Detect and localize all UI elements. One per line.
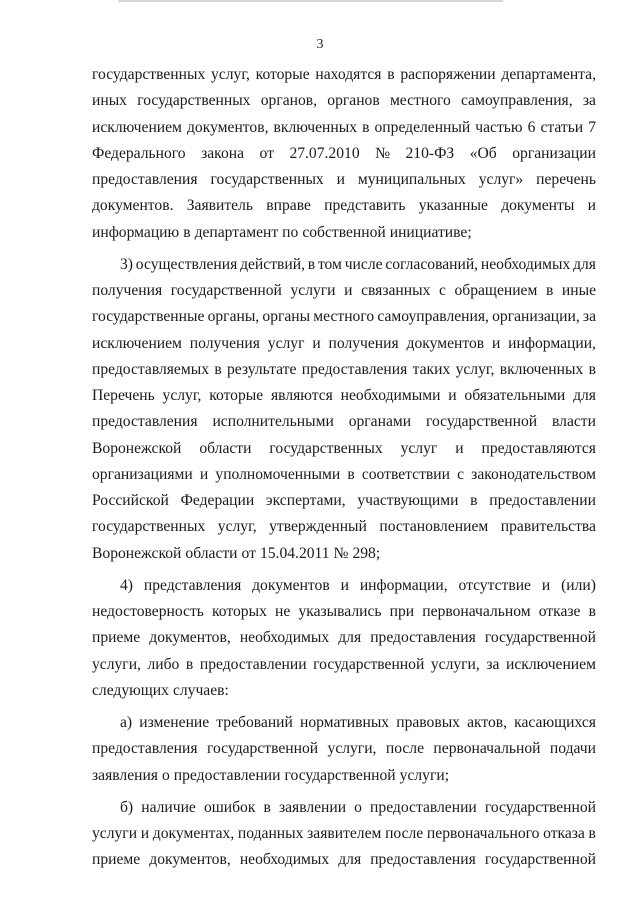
word: 7 <box>588 118 596 136</box>
text-line <box>92 193 596 219</box>
word: государственной <box>206 740 319 758</box>
word: в <box>263 798 271 816</box>
word: департамент <box>194 223 279 241</box>
word: документов, <box>149 851 231 869</box>
word: таких <box>412 360 451 378</box>
paragraph <box>92 252 596 567</box>
word: статьи <box>540 118 584 136</box>
word: государственной <box>484 798 596 816</box>
word: информации, <box>508 334 596 352</box>
word: за <box>582 92 596 110</box>
word: получения <box>328 334 399 352</box>
word: осуществления <box>135 255 238 273</box>
word: документов, <box>149 629 231 647</box>
text-line <box>92 220 596 246</box>
text-line <box>92 62 596 88</box>
word: государственных <box>92 518 206 536</box>
word: информацию <box>92 223 180 241</box>
word: находятся <box>315 66 382 83</box>
word: собственной <box>302 223 386 241</box>
word: необходимых <box>239 629 330 647</box>
word: организациями <box>92 465 193 483</box>
word: и <box>448 387 457 404</box>
word: документах, <box>152 825 235 842</box>
word: услуг, <box>211 66 250 83</box>
word: Заявитель <box>186 197 253 215</box>
word: в <box>183 223 191 241</box>
text-line <box>92 331 596 357</box>
word: с <box>438 282 446 299</box>
word: первоначальном <box>422 603 531 620</box>
word: предоставления <box>92 171 198 188</box>
word: государственной <box>170 282 282 299</box>
word: 15.04.2011 <box>259 544 330 562</box>
word: за <box>582 308 596 326</box>
text-line <box>92 409 596 435</box>
word: нормативных <box>299 714 390 731</box>
word: 3) <box>120 255 133 273</box>
word: первоначальной <box>433 740 541 758</box>
word: самоуправления, <box>377 308 489 326</box>
word: документов <box>252 576 330 594</box>
word: необходимыми <box>340 387 441 404</box>
text-line <box>92 599 596 625</box>
word: а) <box>120 714 133 731</box>
word: иные <box>561 282 596 299</box>
word: услуги <box>92 825 138 842</box>
word: предоставлении <box>489 492 596 509</box>
text-line <box>92 436 596 462</box>
text-line <box>92 141 596 167</box>
word: государственных <box>269 439 383 457</box>
word: услуг <box>267 334 305 352</box>
word: предоставления <box>92 413 198 431</box>
word: предоставлении <box>199 655 307 673</box>
word: постановлением <box>379 518 489 536</box>
word: для <box>338 629 362 647</box>
word: документы <box>501 197 575 215</box>
word: предоставлении <box>370 798 477 816</box>
word: 6 <box>527 118 536 136</box>
word: документов. <box>92 197 174 215</box>
word: действий, <box>240 255 305 273</box>
word: области <box>185 544 238 562</box>
text-line <box>92 514 596 540</box>
word: услуги, <box>327 740 377 758</box>
word: приеме <box>92 851 141 869</box>
word: и <box>312 334 321 352</box>
word: с <box>457 465 465 483</box>
document-body <box>92 62 596 874</box>
word: в <box>470 492 478 509</box>
word: наличие <box>141 798 196 816</box>
word: определенный <box>374 118 471 136</box>
word: Воронежской <box>92 439 182 457</box>
text-line <box>92 278 596 304</box>
word: обращением <box>454 282 538 299</box>
word: и <box>587 197 596 215</box>
word: области <box>199 439 252 457</box>
word: необходимых <box>239 851 330 869</box>
word: результате <box>227 360 297 378</box>
word: числе <box>344 255 383 273</box>
word: № <box>375 144 390 162</box>
word: либо <box>147 655 180 673</box>
text-line <box>92 678 596 704</box>
word: предоставления <box>370 629 476 647</box>
text-line <box>92 115 596 141</box>
word: от <box>259 144 274 162</box>
paragraph <box>92 62 596 246</box>
word: органы <box>262 308 311 326</box>
word: и <box>491 334 501 352</box>
word: и <box>344 282 353 299</box>
word: в <box>347 465 355 483</box>
word: законодательством <box>471 465 596 483</box>
word: (или) <box>561 576 596 594</box>
word: государственной <box>484 629 596 647</box>
word: и <box>541 576 551 594</box>
word: приеме <box>92 629 141 647</box>
word: для <box>573 255 596 273</box>
word: муниципальных <box>357 171 466 188</box>
word: предоставляемых <box>92 360 209 378</box>
text-line <box>92 357 596 383</box>
text-line <box>92 167 596 193</box>
word: для <box>338 851 362 869</box>
word: недостоверность <box>92 603 204 620</box>
word: частью <box>475 118 523 136</box>
word: необходимых <box>480 255 571 273</box>
word: организации, <box>492 308 580 326</box>
word: исключением <box>506 655 596 673</box>
word: «Об <box>469 144 497 162</box>
word: услуги; <box>399 766 450 784</box>
word: услуг, <box>162 387 202 404</box>
word: после <box>385 740 425 758</box>
word: от <box>241 544 256 562</box>
word: услуги, <box>92 655 141 673</box>
word: правовых <box>396 714 460 731</box>
word: предоставления <box>370 851 476 869</box>
word: и <box>336 171 345 188</box>
word: государственной <box>284 766 396 784</box>
word: услуг, <box>217 518 257 536</box>
word: и <box>199 465 209 483</box>
word: № <box>333 544 349 562</box>
text-line <box>92 304 596 330</box>
word: 4) <box>120 576 133 594</box>
word: государственные <box>92 308 205 326</box>
word: заявлении <box>278 798 347 816</box>
word: Федерации <box>180 492 255 509</box>
word: в <box>588 603 596 620</box>
word: в <box>307 255 316 273</box>
word: том <box>317 255 342 273</box>
word: следующих <box>92 681 169 699</box>
word: связанных <box>361 282 431 299</box>
word: органами <box>348 413 412 431</box>
word: после <box>385 825 424 842</box>
text-line <box>92 462 596 488</box>
text-line <box>92 652 596 678</box>
word: за <box>486 655 500 673</box>
text-line <box>92 252 596 278</box>
word: которых <box>212 603 267 620</box>
word: указывались <box>298 603 382 620</box>
text-line <box>92 625 596 651</box>
word: документов, <box>186 118 269 136</box>
word: органов, <box>260 92 318 110</box>
word: экспертами, <box>265 492 346 509</box>
word: 210-ФЗ <box>405 144 455 162</box>
word: подачи <box>549 740 596 758</box>
word: документов <box>406 334 485 352</box>
word: получения <box>92 282 163 299</box>
text-line <box>92 763 596 789</box>
word: отсутствие <box>458 576 531 594</box>
word: представления <box>143 576 242 594</box>
word: местного <box>313 308 375 326</box>
word: исполнительными <box>212 413 334 431</box>
word: Федерального <box>92 144 186 162</box>
word: первоначального <box>426 825 540 842</box>
text-line <box>92 821 596 847</box>
word: государственных <box>92 66 206 83</box>
word: требований <box>216 714 293 731</box>
word: в <box>185 655 194 673</box>
text-line <box>92 573 596 599</box>
word: правительства <box>500 518 596 536</box>
word: соответствии <box>361 465 450 483</box>
word: государственной <box>484 851 596 869</box>
text-line <box>92 88 596 114</box>
word: предоставления <box>92 740 198 758</box>
word: департамента, <box>501 66 596 83</box>
word: организации <box>512 144 596 162</box>
word: и <box>455 439 464 457</box>
word: самоуправления, <box>461 92 573 110</box>
word: органов <box>327 92 380 110</box>
text-line <box>92 710 596 736</box>
word: Российской <box>92 492 169 509</box>
word: изменение <box>139 714 210 731</box>
paragraph <box>92 795 596 874</box>
word: участвующими <box>357 492 459 509</box>
word: местного <box>389 92 451 110</box>
word: отказе <box>538 603 581 620</box>
text-line <box>92 736 596 762</box>
word: включенных <box>499 360 584 378</box>
word: б) <box>120 798 134 816</box>
text-line <box>92 795 596 821</box>
word: Воронежской <box>92 544 182 562</box>
text-line <box>92 541 596 567</box>
word: иных <box>92 92 127 110</box>
word: не <box>275 603 291 620</box>
word: услуги, <box>430 655 480 673</box>
word: государственных <box>137 92 251 110</box>
word: утвержденный <box>269 518 367 536</box>
word: в <box>214 360 222 378</box>
word: ошибок <box>203 798 256 816</box>
word: вправе <box>266 197 311 215</box>
word: распоряжении <box>400 66 496 83</box>
word: обязательными <box>464 387 566 404</box>
word: поданных <box>237 825 304 842</box>
word: отказа <box>543 825 585 842</box>
word: 298; <box>352 544 381 562</box>
word: предоставления <box>301 360 408 378</box>
word: предоставлении <box>173 766 281 784</box>
word: Перечень <box>92 387 155 404</box>
page-number: 3 <box>316 37 324 52</box>
word: о <box>161 766 170 784</box>
text-line <box>92 488 596 514</box>
word: заявления <box>92 766 158 784</box>
word: случаев: <box>172 681 229 699</box>
word: при <box>389 603 415 620</box>
word: представить <box>324 197 406 215</box>
page-top-edge <box>118 0 503 2</box>
word: включенных <box>273 118 358 136</box>
word: являются <box>271 387 333 404</box>
word: согласований, <box>385 255 479 273</box>
word: услуг, <box>455 360 495 378</box>
word: в <box>545 282 554 299</box>
word: услуг» <box>478 171 524 188</box>
word: государственных <box>210 171 324 188</box>
paragraph <box>92 710 596 789</box>
word: касающихся <box>514 714 596 731</box>
word: перечень <box>536 171 596 188</box>
word: актов, <box>467 714 508 731</box>
word: власти <box>552 413 596 431</box>
word: исключением <box>92 118 182 136</box>
word: по <box>282 223 299 241</box>
word: для <box>573 387 596 404</box>
word: информации, <box>359 576 448 594</box>
word: в <box>588 825 596 842</box>
word: заявителем <box>307 825 382 842</box>
word: о <box>354 798 362 816</box>
word: и <box>340 576 349 594</box>
word: уполномоченными <box>215 465 341 483</box>
word: которые <box>255 66 310 83</box>
word: закона <box>201 144 245 162</box>
word: услуги <box>290 282 336 299</box>
word: органы, <box>207 308 260 326</box>
word: получения <box>189 334 260 352</box>
word: государственной <box>425 413 538 431</box>
word: в <box>362 118 370 136</box>
word: которые <box>209 387 264 404</box>
word: 27.07.2010 <box>289 144 360 162</box>
word: в <box>387 66 395 83</box>
word: услуг <box>400 439 438 457</box>
word: инициативе; <box>389 223 472 241</box>
text-line <box>92 383 596 409</box>
text-line <box>92 847 596 873</box>
word: и <box>140 825 150 842</box>
word: предоставляются <box>481 439 596 457</box>
word: исключением <box>92 334 182 352</box>
word: в <box>588 360 596 378</box>
word: государственной <box>313 655 425 673</box>
paragraph <box>92 573 596 704</box>
word: указанные <box>418 197 488 215</box>
